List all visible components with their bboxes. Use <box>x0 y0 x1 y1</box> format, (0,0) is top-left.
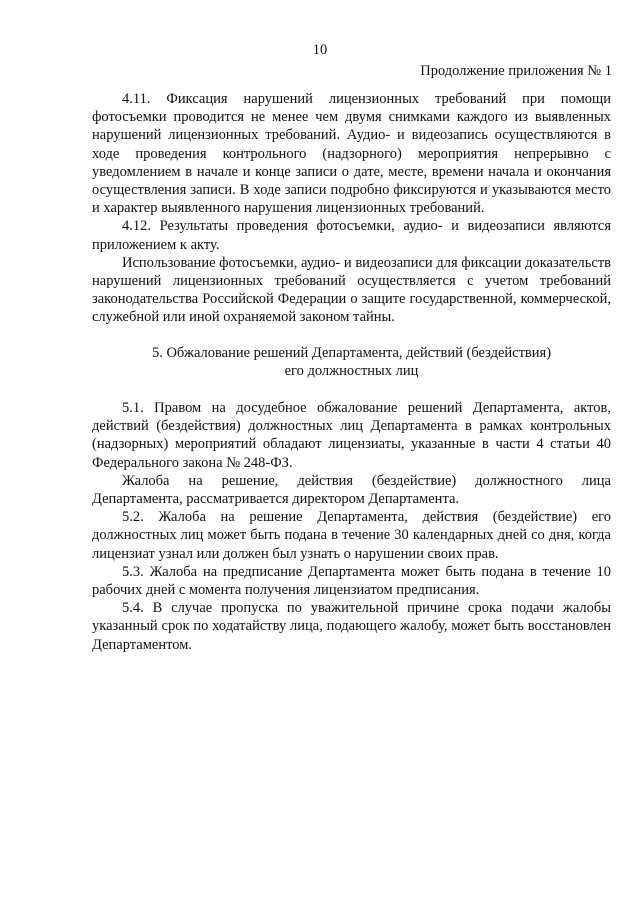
paragraph-4-11: 4.11. Фиксация нарушений лицензионных требований при помощи фотосъемки проводится не менее чем двумя снимками каждого из выявленных нарушений лицензионных требований. Аудио- и видеозапись осуществляются в ходе проведения контрольного (надзорного) мероприятия непрерывно с уведомлением в начале и конце записи о дате, месте, времени начала и окончания осуществления записи. В ходе записи подробно фиксируются и указываются место и характер выявленного нарушения лицензионных требований. <box>92 91 611 217</box>
paragraph-4-12: 4.12. Результаты проведения фотосъемки, аудио- и видеозаписи являются приложением к акту. <box>92 218 611 253</box>
section-heading-line-2: его должностных лиц <box>284 362 419 379</box>
document-body <box>92 90 611 654</box>
paragraph-5-1: 5.1. Правом на досудебное обжалование решений Департамента, актов, действий (бездействия) должностных лиц Департамента в рамках контрольных (надзорных) мероприятий обладают лицензиаты, указанные в части 4 статьи 40 Федерального закона № 248-ФЗ. <box>92 400 611 471</box>
paragraph-5-4: 5.4. В случае пропуска по уважительной причине срока подачи жалобы указанный срок по ходатайству лица, подающего жалобу, может быть восстановлен Департаментом. <box>92 600 611 653</box>
paragraph-5-2: 5.2. Жалоба на решение Департамента, действия (бездействие) его должностных лиц может быть подана в течение 30 календарных дней со дня, когда лицензиат узнал или должен был узнать о нарушении своих прав. <box>92 509 611 562</box>
page-number: 10 <box>312 42 328 58</box>
section-heading <box>92 344 611 380</box>
section-heading-line-1: 5. Обжалование решений Департамента, действий (бездействия) <box>151 344 552 361</box>
paragraph-complaint-review: Жалоба на решение, действия (бездействие) должностного лица Департамента, рассматривается директором Департамента. <box>92 472 611 508</box>
paragraph-5-3: 5.3. Жалоба на предписание Департамента может быть подана в течение 10 рабочих дней с момента получения лицензиатом предписания. <box>92 563 611 599</box>
paragraph-recording-usage: Использование фотосъемки, аудио- и видеозаписи для фиксации доказательств нарушений лицензионных требований осуществляется с учетом требований законодательства Российской Федерации о защите государственной, коммерческой, служебной или иной охраняемой законом тайны. <box>92 254 611 326</box>
appendix-continuation-label: Продолжение приложения № 1 <box>420 63 612 79</box>
